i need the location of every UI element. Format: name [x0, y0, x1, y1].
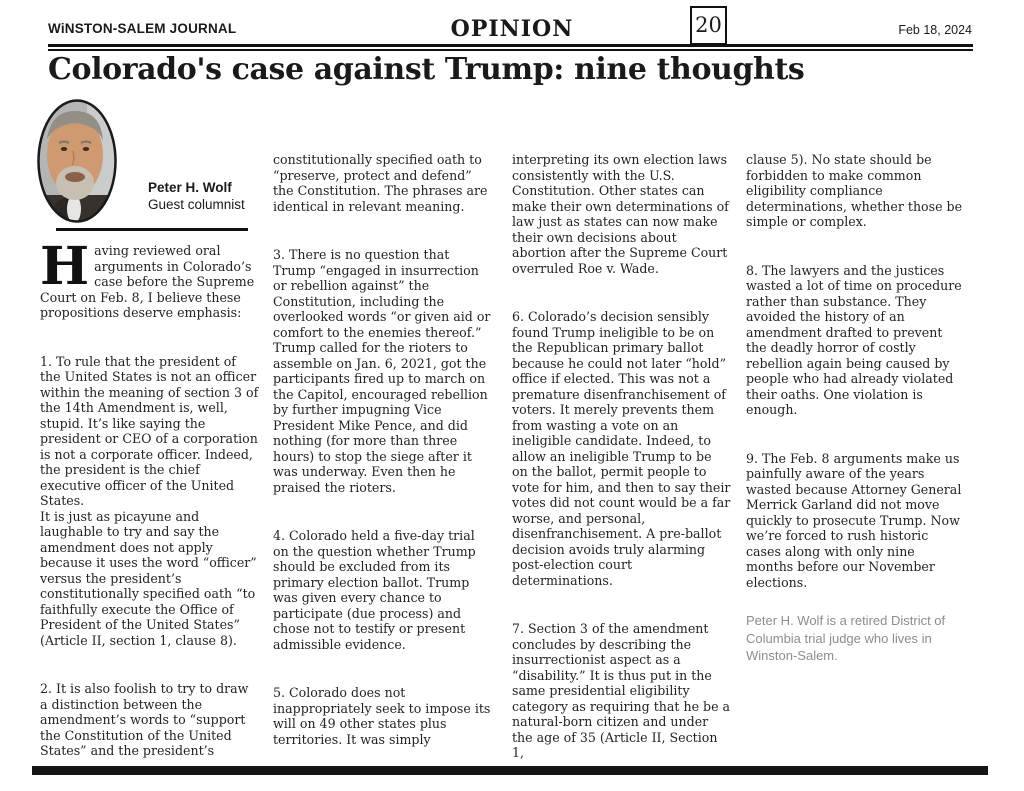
drop-cap: H — [40, 236, 90, 297]
article-column-3 — [512, 152, 731, 761]
paragraph-text: aving reviewed oral arguments in Colorado’s case before the Supreme Court on Feb. 8, I believe these propositions deserve emphasis: — [40, 243, 255, 320]
masthead-rule-thick — [48, 44, 973, 47]
paragraph: 5. Colorado does not inappropriately seek to impose its will on 49 other states plus territories. It was simply — [273, 685, 491, 747]
paragraph: 1. To rule that the president of the United States is not an officer within the meaning of section 3 of the 14th Amendment is, well, stupid. It’s like saying the president or CEO of a corporation is not a corporate officer. Indeed, the president is the chief executive officer of the United States. — [40, 353, 259, 508]
article-column-2 — [273, 152, 492, 747]
bottom-page-rule — [32, 766, 988, 775]
intro-paragraph — [40, 236, 259, 321]
paragraph: 3. There is no question that Trump “engaged in insurrection or rebellion against” the Constitution, including the overlooked words “or given aid or comfort to the enemies thereof.” Trump called for the rioters to assemble on Jan. 6, 2021, got the participants fired up to march on the Capitol, encouraged rebellion by further impugning Vice President Mike Pence, and did nothing (for more than three hours) to stop the siege after it was underway. Even then he praised the rioters. — [273, 247, 491, 495]
paragraph: 6. Colorado’s decision sensibly found Trump ineligible to be on the Republican primary ballot because he could not later “hold” office if elected. This was not a premature disenfranchisement of voters. It merely prevents them from wasting a vote on an ineligible candidate. Indeed, to allow an ineligible Trump to be on the ballot, permit people to vote for him, and then to say their votes did not count would be a far worse, and personal, disenfranchisement. A pre-ballot decision avoids truly alarming post-election court determinations. — [512, 309, 731, 588]
masthead-date: Feb 18, 2024 — [898, 23, 972, 37]
article-column-4 — [746, 152, 965, 590]
paragraph: 7. Section 3 of the amendment concludes by describing the insurrectionist aspect as a “disability.” It is thus put in the same presidential eligibility category as requiring that he be a natural-born citizen and under the age of 35 (Article II, Section 1, — [512, 621, 731, 760]
section-title: OPINION — [450, 16, 574, 42]
newspaper-name: WiNSTON-SALEM JOURNAL — [48, 21, 237, 36]
paragraph: interpreting its own election laws consistently with the U.S. Constitution. Other states can make their own determinations of law just as states can now make their own decisions about abortion after the Supreme Court overruled Roe v. Wade. — [512, 152, 729, 276]
paragraph: 2. It is also foolish to try to draw a distinction between the amendment’s words to “support the Constitution of the United States” and the president’s — [40, 681, 249, 758]
paragraph: 8. The lawyers and the justices wasted a lot of time on procedure rather than substance. They avoided the history of an amendment drafted to prevent the deadly horror of costly rebellion again being caused by people who had already violated their oaths. One violation is enough. — [746, 262, 962, 417]
author-role: Guest columnist — [148, 197, 245, 212]
paragraph: 9. The Feb. 8 arguments make us painfully aware of the years wasted because Attorney General Merrick Garland did not move quickly to prosecute Trump. Now we’re forced to rush historic cases along with only nine months before our November elections. — [746, 450, 962, 590]
author-portrait-image — [37, 99, 117, 223]
author-divider-rule — [56, 228, 248, 231]
paragraph: constitutionally specified oath to “preserve, protect and defend” the Constitution. The phrases are identical in relevant meaning. — [273, 152, 488, 214]
author-name: Peter H. Wolf — [148, 180, 232, 195]
article-column-1 — [40, 236, 259, 759]
page-number-box: 20 — [690, 6, 727, 45]
masthead-rule-thin — [48, 49, 973, 51]
paragraph: clause 5). No state should be forbidden to make common eligibility compliance determinations, whether those be simple or complex. — [746, 152, 963, 229]
author-bio: Peter H. Wolf is a retired District of Columbia trial judge who lives in Winston-Salem. — [746, 613, 946, 663]
paragraph: 4. Colorado held a five-day trial on the question whether Trump should be excluded from its primary election ballot. Trump was given every chance to participate (due process) and chose not to testify or present admissible evidence. — [273, 528, 476, 652]
article-headline: Colorado's case against Trump: nine thoughts — [48, 52, 805, 87]
author-photo — [37, 99, 117, 223]
paragraph: It is just as picayune and laughable to try and say the amendment does not apply because it uses the word “officer” versus the president’s constitutionally specified oath “to faithfully execute the Office of President of the United States” (Article II, section 1, clause 8). — [40, 508, 257, 648]
